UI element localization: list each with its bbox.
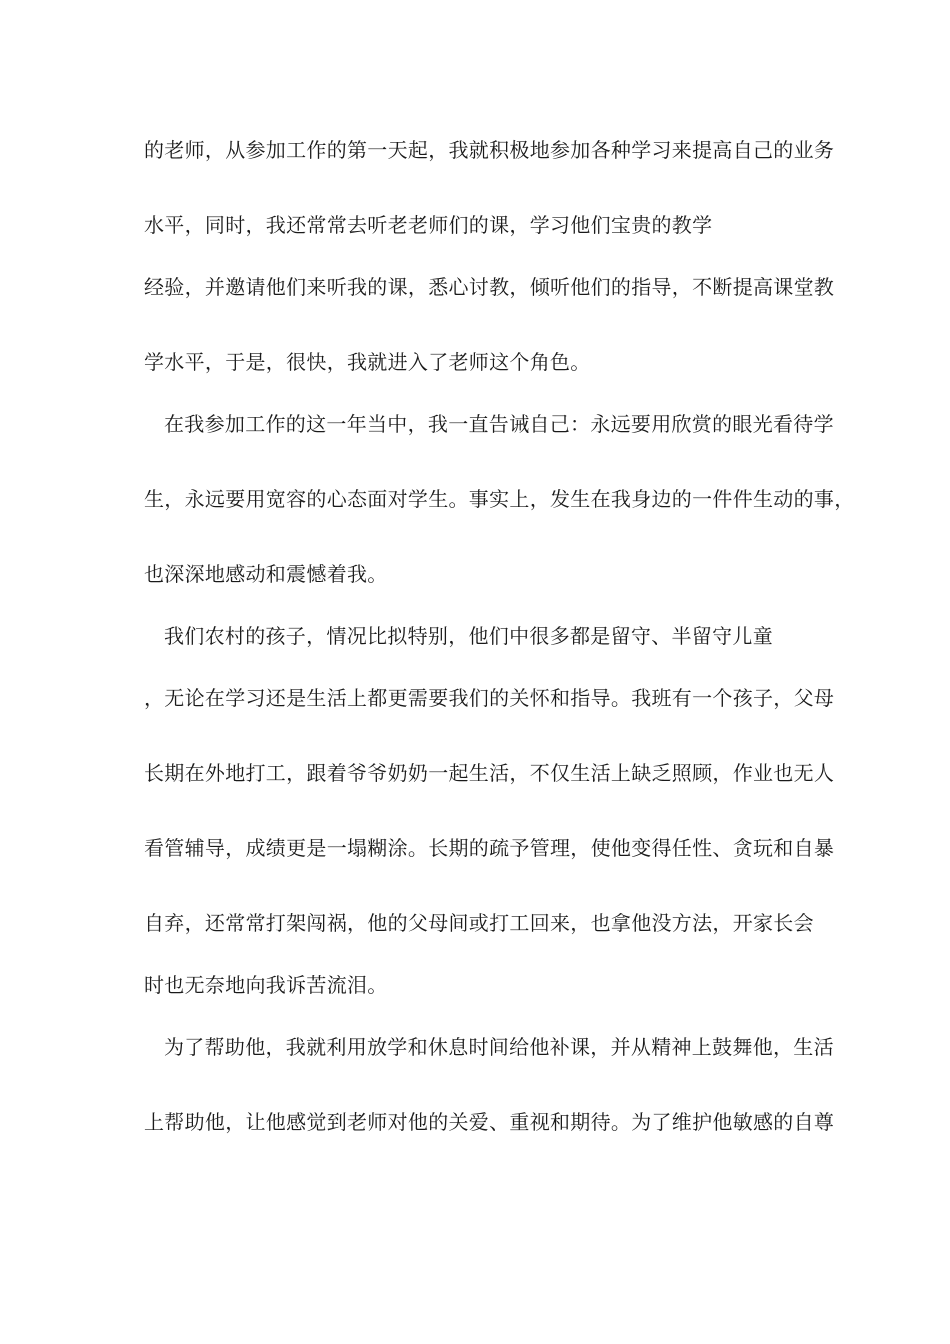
text-line-paragraph-start: 在我参加工作的这一年当中，我一直告诫自己：永远要用欣赏的眼光看待学 <box>164 412 834 436</box>
text-line: 的老师，从参加工作的第一天起，我就积极地参加各种学习来提高自己的业务 <box>144 138 835 162</box>
text-line: 学水平，于是，很快，我就进入了老师这个角色。 <box>144 350 591 374</box>
text-line: 自弃，还常常打架闯祸，他的父母间或打工回来，也拿他没方法，开家长会 <box>144 911 814 935</box>
text-line: 水平，同时，我还常常去听老老师们的课，学习他们宝贵的教学 <box>144 213 713 237</box>
text-line: 上帮助他，让他感觉到老师对他的关爱、重视和期待。为了维护他敏感的自尊 <box>144 1110 835 1134</box>
text-line: 经验，并邀请他们来听我的课，悉心讨教，倾听他们的指导，不断提高课堂教 <box>144 275 835 299</box>
text-line-paragraph-start: 我们农村的孩子，情况比拟特别，他们中很多都是留守、半留守儿童 <box>164 624 773 648</box>
text-line: 生，永远要用宽容的心态面对学生。事实上，发生在我身边的一件件生动的事， <box>144 487 855 511</box>
text-line: 看管辅导，成绩更是一塌糊涂。长期的疏予管理，使他变得任性、贪玩和自暴 <box>144 836 835 860</box>
text-line: 时也无奈地向我诉苦流泪。 <box>144 973 388 997</box>
text-line-paragraph-start: 为了帮助他，我就利用放学和休息时间给他补课，并从精神上鼓舞他，生活 <box>164 1035 834 1059</box>
text-line: ，无论在学习还是生活上都更需要我们的关怀和指导。我班有一个孩子，父母 <box>144 686 835 710</box>
text-line: 长期在外地打工，跟着爷爷奶奶一起生活，不仅生活上缺乏照顾，作业也无人 <box>144 761 835 785</box>
text-line: 也深深地感动和震憾着我。 <box>144 562 388 586</box>
